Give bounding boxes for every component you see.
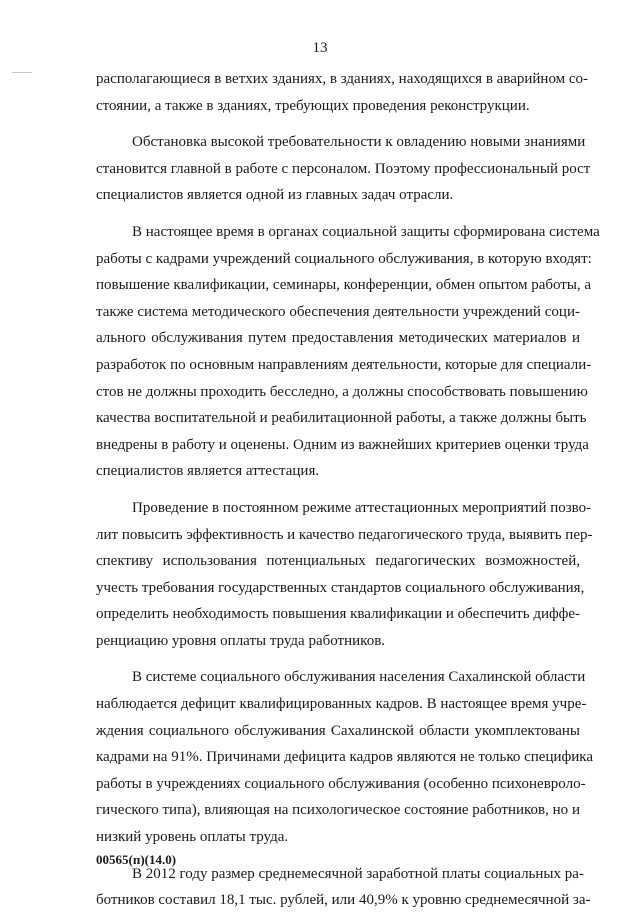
document-code: 00565(п)(14.0)	[96, 852, 177, 867]
text-line: В 2012 году размер среднемесячной заработной платы социальных ра-	[132, 865, 584, 882]
text-line: лит повысить эффективность и качество педагогического труда, выявить пер-	[96, 526, 593, 543]
text-line: внедрены в работу и оценены. Одним из важнейших критериев оценки труда	[96, 436, 589, 453]
text-line: качества воспитательной и реабилитационной работы, а также должны быть	[96, 410, 587, 427]
text-line: Проведение в постоянном режиме аттестационных мероприятий позво-	[132, 499, 592, 516]
text-line: наблюдается дефицит квалифицированных кадров. В настоящее время учре-	[96, 696, 587, 713]
text-line: разработок по основным направлениям деятельности, которые для специали-	[96, 356, 592, 373]
text-line: стоянии, а также в зданиях, требующих проведения реконструкции.	[96, 97, 530, 114]
text-line: ального обслуживания путем предоставления методических материалов и	[96, 330, 580, 347]
margin-mark	[12, 72, 32, 73]
text-line: ренциацию уровня оплаты труда работников.	[96, 632, 386, 649]
text-line: работы в учреждениях социального обслуживания (особенно психоневроло-	[96, 775, 586, 792]
text-line: также система методического обеспечения деятельности учреждений соци-	[96, 303, 580, 320]
text-line: Обстановка высокой требовательности к овладению новыми знаниями	[132, 134, 586, 151]
text-line: ждения социального обслуживания Сахалинской области укомплектованы	[96, 722, 580, 739]
text-line: располагающиеся в ветхих зданиях, в зданиях, находящихся в аварийном со-	[96, 71, 589, 87]
text-line: становится главной в работе с персоналом. Поэтому профессиональный рост	[96, 160, 591, 177]
page-number: 13	[312, 40, 328, 56]
text-line: В системе социального обслуживания населения Сахалинской области	[132, 669, 586, 686]
text-line: ботников составил 18,1 тыс. рублей, или 40,9% к уровню среднемесячной за-	[96, 892, 591, 909]
text-line: гического типа), влияющая на психологическое состояние работников, но и	[96, 802, 580, 819]
text-line: работы с кадрами учреждений социального обслуживания, в которую входят:	[96, 250, 592, 267]
text-line: специалистов является одной из главных задач отрасли.	[96, 187, 454, 204]
text-line: кадрами на 91%. Причинами дефицита кадров являются не только специфика	[96, 749, 593, 766]
text-line: низкий уровень оплаты труда.	[96, 829, 289, 846]
text-line: стов не должны проходить бесследно, а должны способствовать повышению	[96, 383, 588, 400]
text-line: учесть требования государственных стандартов социального обслуживания,	[96, 579, 585, 596]
text-line: спективу использования потенциальных педагогических возможностей,	[96, 553, 580, 570]
text-line: специалистов является аттестация.	[96, 463, 320, 480]
body-text	[96, 66, 600, 914]
text-line: В настоящее время в органах социальной защиты сформирована система	[132, 223, 600, 240]
text-line: повышение квалификации, семинары, конференции, обмен опытом работы, а	[96, 277, 592, 294]
text-line: определить необходимость повышения квалификации и обеспечить диффе-	[96, 606, 580, 623]
